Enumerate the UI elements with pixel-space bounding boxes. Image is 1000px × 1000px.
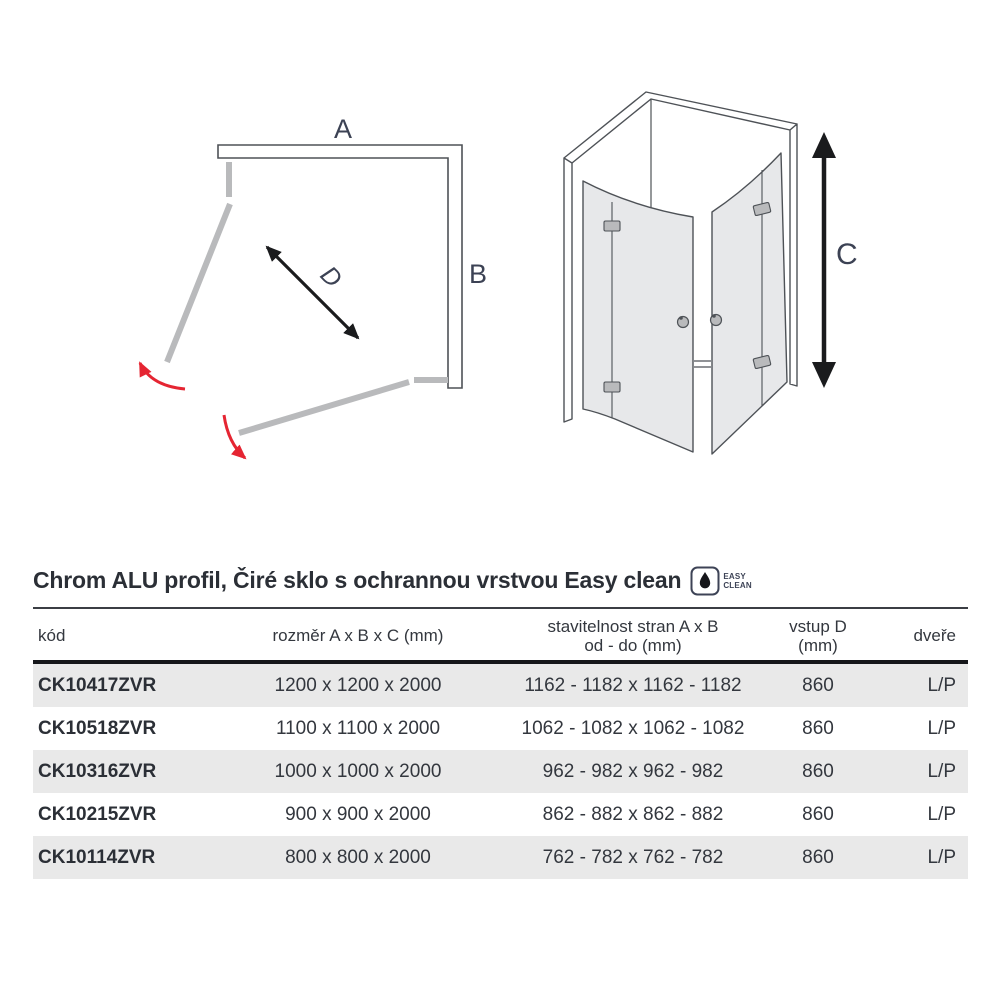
arrowhead-up-icon (812, 132, 836, 158)
table-header-row (33, 612, 968, 660)
doors-cell: L/P (927, 803, 956, 825)
adjustability-cell: 762 - 782 x 762 - 782 (542, 846, 724, 868)
door-knob-detail (712, 314, 716, 318)
easy-clean-badge (690, 566, 752, 596)
hinge-icon (604, 221, 620, 231)
doors-cell: L/P (927, 674, 956, 696)
header-dimensions: rozměr A x B x C (mm) (272, 626, 444, 645)
dimensions-cell: 800 x 800 x 2000 (285, 846, 431, 868)
door-knob-icon (711, 315, 722, 326)
door-knob-icon (678, 317, 689, 328)
back-left-wall (564, 158, 572, 422)
page-title: Chrom ALU profil, Čiré sklo s ochrannou vrstvou Easy clean (33, 566, 682, 593)
title-row (33, 564, 752, 596)
dimensions-cell: 900 x 900 x 2000 (285, 803, 431, 825)
header-entry-line2: (mm) (798, 636, 838, 655)
header-entry (773, 617, 863, 655)
entry-dimension-arrow (267, 247, 358, 338)
code-cell: CK10417ZVR (38, 674, 157, 696)
table-row (33, 750, 968, 793)
table-row (33, 793, 968, 836)
table-row (33, 707, 968, 750)
dimension-label-b: B (469, 259, 488, 289)
code-cell: CK10518ZVR (38, 717, 157, 739)
door-swing-arrow-icon (140, 363, 185, 389)
easy-clean-label (723, 572, 752, 590)
code-cell: CK10114ZVR (38, 846, 156, 868)
adjustability-cell: 1062 - 1082 x 1062 - 1082 (521, 717, 745, 739)
back-right-wall (790, 124, 797, 386)
entry-cell: 860 (802, 760, 834, 782)
code-cell: CK10215ZVR (38, 803, 157, 825)
doors-cell: L/P (927, 846, 956, 868)
entry-cell: 860 (802, 846, 834, 868)
dimensions-cell: 1200 x 1200 x 2000 (274, 674, 442, 696)
water-drop-icon (690, 566, 720, 596)
back-wall-top-outer-edge (564, 92, 797, 158)
adjustability-cell: 862 - 882 x 862 - 882 (542, 803, 724, 825)
dimensions-cell: 1100 x 1100 x 2000 (275, 717, 441, 739)
dimension-label-d: D (314, 260, 348, 294)
table-body (33, 664, 968, 879)
arrowhead-down-icon (812, 362, 836, 388)
entry-cell: 860 (802, 717, 834, 739)
header-divider (33, 607, 968, 609)
table-row (33, 836, 968, 879)
table-row (33, 664, 968, 707)
header-adjustability-line2: od - do (mm) (584, 636, 682, 655)
doors-cell: L/P (927, 760, 956, 782)
header-doors: dveře (913, 626, 956, 645)
adjustability-cell: 1162 - 1182 x 1162 - 1182 (524, 674, 742, 696)
door-knob-detail (679, 316, 683, 320)
easy-clean-line2: CLEAN (723, 581, 752, 590)
left-glass-door (583, 181, 693, 452)
easy-clean-line1: EASY (723, 572, 746, 581)
isometric-view-diagram (564, 92, 858, 454)
code-cell: CK10316ZVR (38, 760, 157, 782)
header-code: kód (38, 626, 66, 645)
doors-cell: L/P (927, 717, 956, 739)
dimension-label-a: A (333, 114, 353, 144)
entry-cell: 860 (802, 674, 834, 696)
dimension-label-c: C (836, 238, 858, 271)
right-glass-door (712, 153, 787, 454)
left-door-open (167, 204, 230, 362)
back-wall-top-inner-edge (572, 99, 790, 163)
door-swing-arrow-icon (224, 415, 245, 458)
header-adjustability (493, 617, 773, 655)
entry-cell: 860 (802, 803, 834, 825)
adjustability-cell: 962 - 982 x 962 - 982 (542, 760, 724, 782)
bottom-door-open (239, 382, 409, 433)
top-view-diagram (140, 114, 487, 458)
dimensions-cell: 1000 x 1000 x 2000 (274, 760, 442, 782)
hinge-icon (604, 382, 620, 392)
header-adjustability-line1: stavitelnost stran A x B (547, 617, 719, 636)
header-entry-line1: vstup D (789, 617, 847, 636)
